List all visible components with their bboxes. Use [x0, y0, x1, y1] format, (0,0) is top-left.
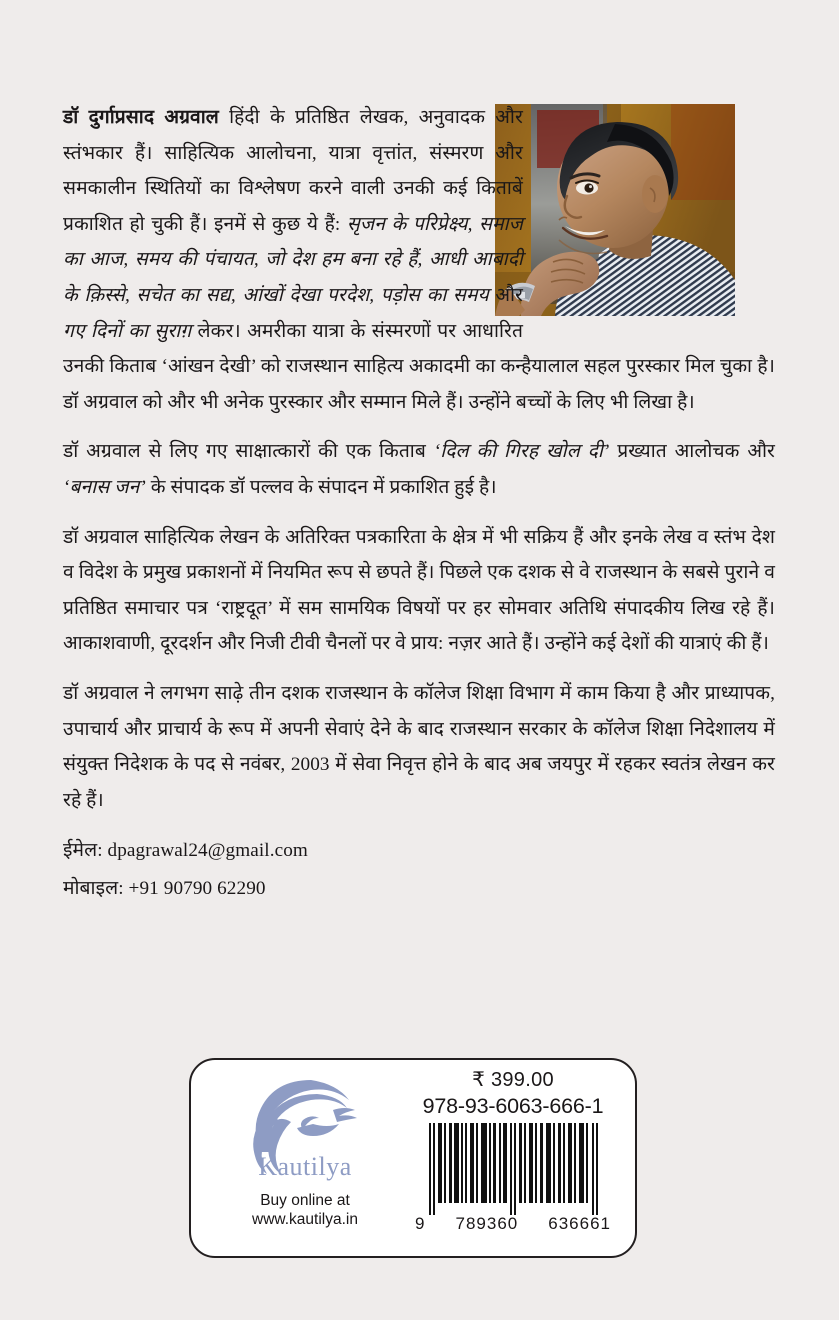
interview-book-title: ‘दिल की गिरह खोल दी’ — [433, 441, 610, 463]
bio-p2-c: के संपादक डॉ पल्लव के संपादन में प्रकाशित हुई है। — [145, 476, 497, 498]
barcode-digits-mid: 789360 — [455, 1214, 519, 1233]
barcode — [413, 1123, 613, 1234]
isbn-text: 978-93-6063-666-1 — [422, 1094, 604, 1118]
author-name: डॉ दुर्गाप्रसाद अग्रवाल — [63, 107, 219, 128]
barcode-digits-right: 636661 — [548, 1214, 611, 1233]
pricing-block — [405, 1068, 621, 1234]
email-label: ईमेल: — [63, 840, 103, 862]
bio-paragraph-2 — [63, 434, 775, 505]
photo-text-wrap-spacer — [523, 100, 775, 318]
bio-p1-b: और — [488, 284, 524, 306]
author-bio — [63, 100, 775, 908]
email-line — [63, 832, 775, 870]
mobile-label: मोबाइल: — [63, 878, 124, 900]
bio-paragraph-3: डॉ अग्रवाल साहित्यिक लेखन के अतिरिक्त पत्रकारिता के क्षेत्र में भी सक्रिय हैं और इनके लेख व स्तंभ देश व विदेश के प्रमुख प्रकाशनों में नियमित रूप से छपते हैं। पिछले एक दशक से वे राजस्थान के सबसे पुराने व प्रतिष्ठित समाचार पत्र ‘राष्ट्रदूत’ में सम सामयिक विषयों पर हर सोमवार अतिथि संपादकीय लिख रहे हैं। आकाशवाणी, दूरदर्शन और निजी टीवी चैनलों पर वे प्राय: नज़र आते हैं। उन्होंने कई देशों की यात्राएं की हैं। — [63, 526, 775, 655]
publisher-block — [209, 1070, 401, 1250]
book-titles-list-2: गए दिनों का सुराग़ — [63, 320, 192, 342]
publisher-website[interactable]: www.kautilya.in — [252, 1211, 358, 1228]
barcode-bars — [413, 1123, 613, 1215]
buy-online-text — [209, 1191, 401, 1229]
mobile-line — [63, 870, 775, 908]
price-text: ₹ 399.00 — [472, 1069, 554, 1091]
bio-p2-a: डॉ अग्रवाल से लिए गए साक्षात्कारों की एक किताब — [63, 441, 434, 463]
book-titles-list-1: सृजन के परिप्रेक्ष्य, समाज का आज, समय की पंचायत, जो देश हम बना रहे हैं, आधी आबादी के क़िस्से, सचेत का सद्य, आंखों देखा परदेश, पड़ोस का समय — [63, 213, 523, 306]
barcode-digit-left: 9 — [415, 1214, 426, 1233]
bio-paragraph-4: डॉ अग्रवाल ने लगभग साढ़े तीन दशक राजस्थान के कॉलेज शिक्षा विभाग में काम किया है और प्राध्यापक, उपाचार्य और प्राचार्य के रूप में अपनी सेवाएं देने के बाद राजस्थान सरकार के कॉलेज शिक्षा निदेशालय में संयुक्त निदेशक के पद से नवंबर, 2003 में सेवा निवृत्त होने के बाद अब जयपुर में रहकर स्वतंत्र लेखन कर रहे हैं। — [63, 682, 775, 811]
journal-title: ‘बनास जन’ — [63, 476, 146, 498]
email-value[interactable]: dpagrawal24@gmail.com — [107, 840, 308, 862]
bio-p1-c: लेकर। अमरीका यात्रा के संस्मरणों पर आधारित उनकी किताब ‘आंखन देखी’ को राजस्थान साहित्य अकादमी का कन्हैयालाल सहल पुरस्कार मिल चुका है। डॉ अग्रवाल को और भी अनेक पुरस्कार और सम्मान मिले हैं। उन्होंने बच्चों के लिए भी लिखा है। — [63, 320, 775, 413]
bio-p1-a: हिंदी के प्रतिष्ठित लेखक, अनुवादक और स्तंभकार हैं। साहित्यिक आलोचना, यात्रा वृत्तांत, संस्मरण और समकालीन स्थितियों का विश्लेषण करने वाली उनकी कई किताबें प्रकाशित हो चुकी हैं। इनमें से कुछ ये हैं: — [63, 107, 523, 235]
buy-online-line-1: Buy online at — [260, 1192, 350, 1209]
publisher-barcode-label — [189, 1058, 637, 1258]
publisher-name: Kautilya — [258, 1152, 352, 1181]
bio-p2-b: प्रख्यात आलोचक और — [609, 441, 776, 463]
barcode-human-readable — [413, 1214, 613, 1234]
bio-paragraph-1 — [63, 100, 775, 420]
mobile-value[interactable]: +91 90790 62290 — [128, 878, 266, 900]
